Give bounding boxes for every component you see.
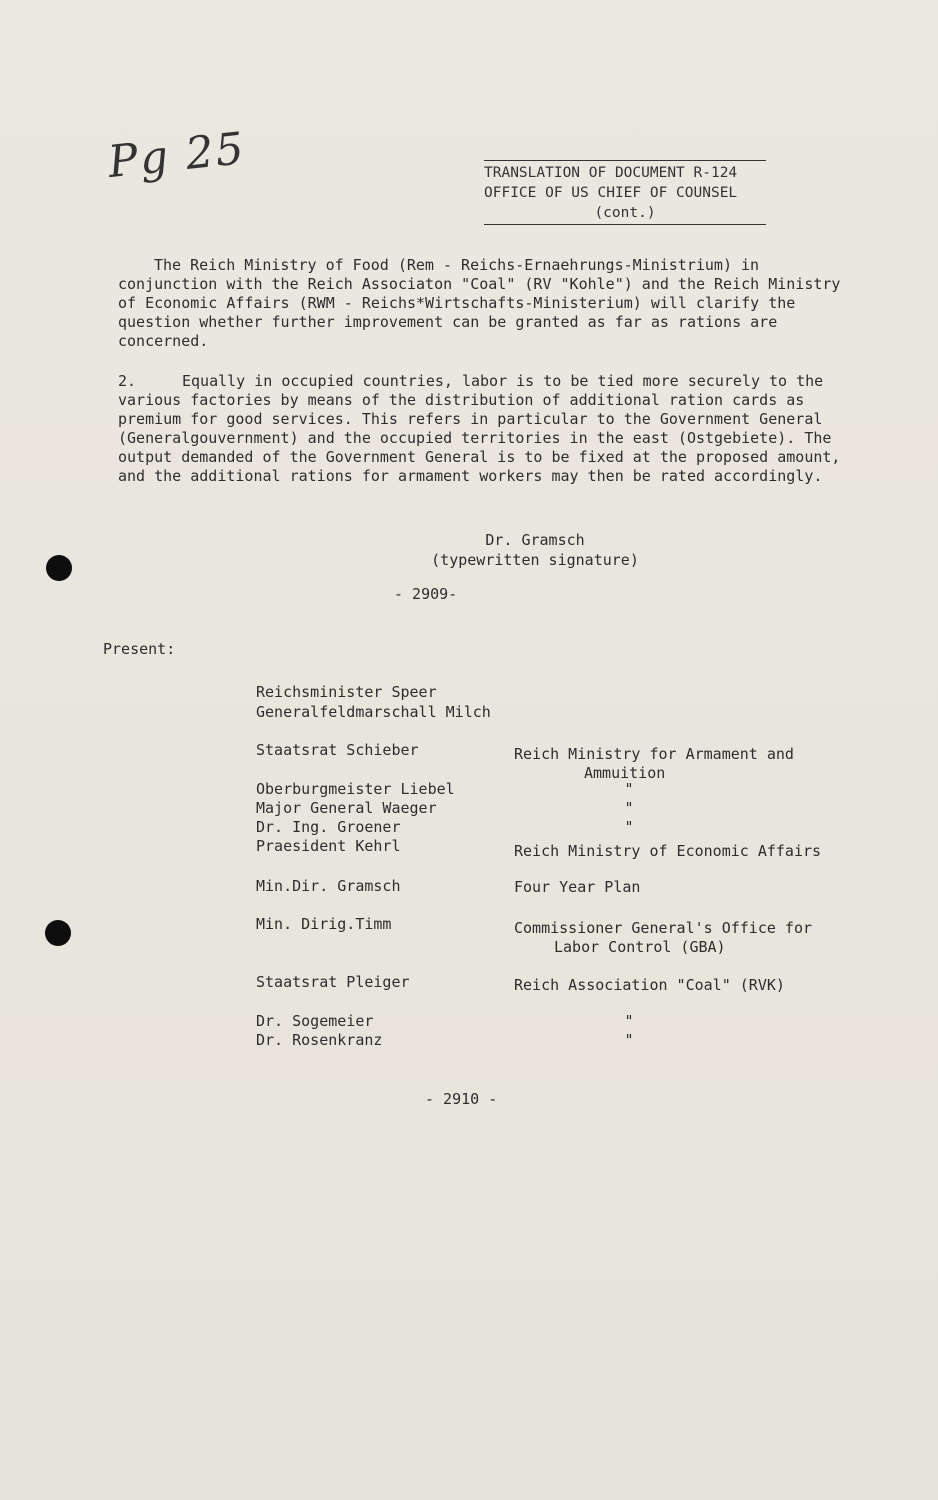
attendee-affiliation — [514, 745, 864, 783]
attendee-affiliation-line1: Commissioner General's Office for — [514, 919, 813, 937]
ditto-mark: " — [624, 799, 634, 817]
attendee-name: Reichsminister Speer — [256, 683, 437, 701]
header-title-line1: TRANSLATION OF DOCUMENT R-124 — [484, 165, 738, 181]
paragraph-1-text: The Reich Ministry of Food (Rem - Reichs-Ernaehrungs-Ministrium) in conjunction with the Reich Associaton "Coal" (RV "Kohle") and the Reich Ministry of Economic Affairs (RWM - Reichs*Wirtschafts-Ministerium) will clarify the question whether further improvement can be granted as far as rations are concerned. — [118, 256, 841, 350]
attendee-name: Dr. Rosenkranz — [256, 1031, 383, 1049]
attendee-name: Dr. Sogemeier — [256, 1012, 374, 1030]
attendee-affiliation — [514, 919, 864, 957]
paragraph-2-text: Equally in occupied countries, labor is to be tied more securely to the various factories by means of the distribution of additional ration cards as premium for good services. This refers in particular to the Government General (Generalgouvernment) and the occupied territories in the east (Ostgebiete). The output demanded of the Government General is to be fixed at the proposed amount, and the additional rations for armament workers may then be rated accordingly. — [118, 372, 841, 485]
signature-name: Dr. Gramsch — [485, 531, 585, 549]
attendee-name: Min.Dir. Gramsch — [256, 877, 401, 895]
attendee-name: Staatsrat Pleiger — [256, 973, 410, 991]
attendee-affiliation: Four Year Plan — [514, 878, 641, 896]
page-number-2909: - 2909- — [394, 585, 458, 603]
header-rule-top — [484, 160, 766, 161]
attendee-name: Oberburgmeister Liebel — [256, 780, 455, 798]
paragraph-2 — [118, 372, 866, 486]
ditto-mark: " — [624, 1031, 634, 1049]
attendee-affiliation: Reich Association "Coal" (RVK) — [514, 976, 785, 994]
handwritten-page-mark: Pg 25 — [105, 122, 249, 189]
attendee-affiliation-line1: Reich Ministry for Armament and — [514, 745, 794, 763]
ditto-mark: " — [624, 1012, 634, 1030]
punch-hole-bottom — [45, 920, 71, 946]
attendee-name: Dr. Ing. Groener — [256, 818, 401, 836]
signature-note: (typewritten signature) — [431, 551, 639, 569]
header-title-line3: (cont.) — [484, 203, 766, 225]
document-header — [484, 160, 766, 225]
attendee-name: Min. Dirig.Timm — [256, 915, 392, 933]
paragraph-1 — [118, 256, 866, 351]
attendee-name: Praesident Kehrl — [256, 837, 401, 855]
attendee-name: Major General Waeger — [256, 799, 437, 817]
signature-block — [420, 530, 650, 570]
punch-hole-top — [46, 555, 72, 581]
header-title-line2: OFFICE OF US CHIEF OF COUNSEL — [484, 185, 738, 201]
attendee-affiliation-line2: Ammuition — [584, 764, 666, 782]
present-label: Present: — [103, 640, 176, 658]
page-number-2910: - 2910 - — [425, 1090, 498, 1108]
attendee-name: Generalfeldmarschall Milch — [256, 703, 491, 721]
ditto-mark: " — [624, 818, 634, 836]
paragraph-2-number: 2. — [118, 372, 137, 390]
ditto-mark: " — [624, 780, 634, 798]
attendee-affiliation-line2: Labor Control (GBA) — [554, 938, 726, 956]
attendee-affiliation: Reich Ministry of Economic Affairs — [514, 842, 822, 860]
attendee-name: Staatsrat Schieber — [256, 741, 419, 759]
